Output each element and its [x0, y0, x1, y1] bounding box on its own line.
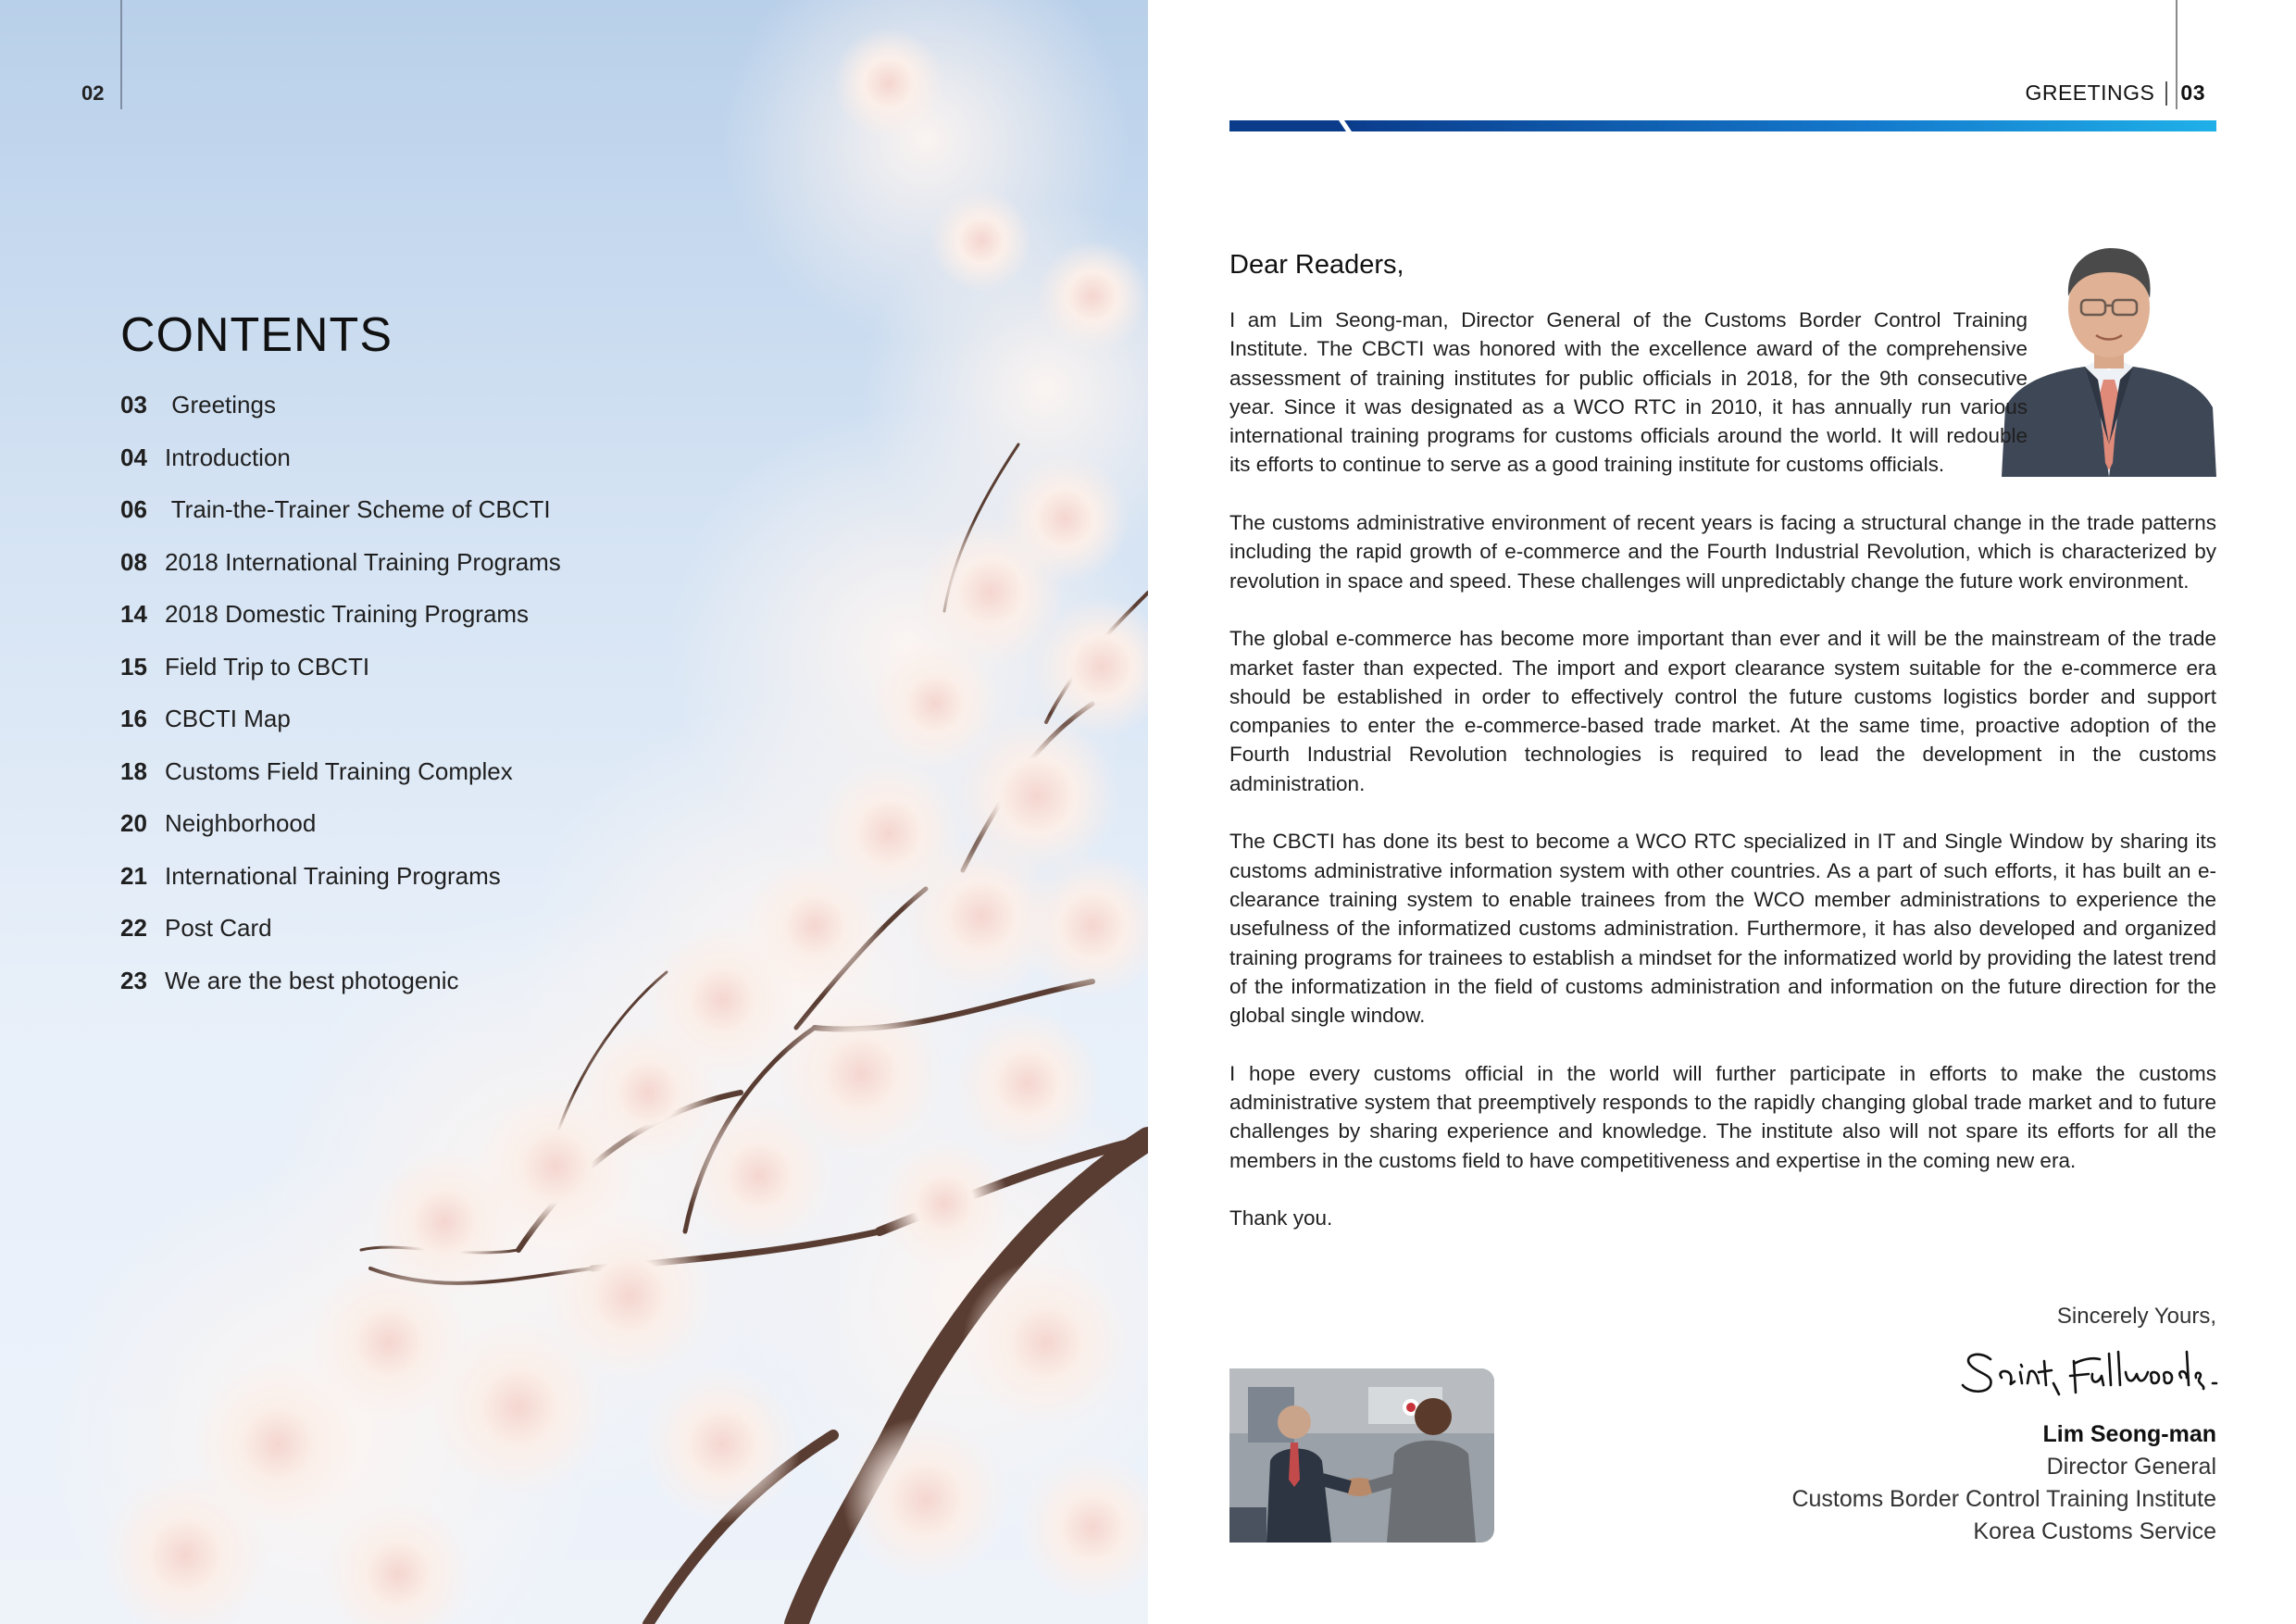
toc-page-number: 20 [120, 809, 147, 837]
handshake-photo [1229, 1368, 1494, 1543]
signature-block [1791, 1418, 2216, 1548]
toc-page-number: 21 [120, 861, 147, 890]
letter-body [1229, 306, 2216, 1262]
toc-item[interactable] [120, 705, 561, 757]
toc-page-number: 18 [120, 756, 147, 785]
running-header [2025, 81, 2205, 106]
section-title: GREETINGS [2025, 81, 2155, 105]
letter-paragraph: I hope every customs official in the world will further participate in efforts to make the customs administrative system that preemptively responds to the rapidly changing global trade market and to future challenges by sharing experience and knowledge. The institute also will not spare its efforts for all the members in the customs field to have competitiveness and expertise in the coming new era. [1229, 1061, 2216, 1172]
toc-item[interactable] [120, 600, 561, 653]
signatory-agency: Korea Customs Service [1973, 1518, 2216, 1544]
toc-item[interactable] [120, 391, 561, 443]
letter-paragraph: The global e-commerce has become more important than ever and it will be the mainstream of the trade market faster than expected. The import and export clearance system suitable for the e-commerce era should be established in order to effectively control the future customs logistics border and support companies to enter the e-commerce-based trade market. At the same time, proactive adoption of the Fourth Industrial Revolution technologies is required to lead the development in the customs administration. [1229, 627, 2216, 795]
table-of-contents [120, 391, 561, 1018]
toc-label: CBCTI Map [165, 705, 291, 732]
toc-label: Post Card [165, 914, 272, 942]
toc-page-number: 22 [120, 914, 147, 942]
toc-label: Customs Field Training Complex [165, 756, 513, 785]
toc-label: Train-the-Trainer Scheme of CBCTI [165, 495, 551, 523]
toc-item[interactable] [120, 495, 561, 548]
toc-page-number: 23 [120, 966, 147, 994]
letter-paragraph: Thank you. [1229, 1206, 1333, 1230]
toc-page-number: 15 [120, 652, 147, 681]
toc-page-number: 04 [120, 443, 147, 471]
toc-label: Greetings [165, 391, 276, 418]
toc-item[interactable] [120, 757, 561, 810]
closing: Sincerely Yours, [2056, 1304, 2216, 1329]
right-page [1148, 0, 2296, 1624]
toc-item[interactable] [120, 967, 561, 1019]
toc-page-number: 03 [120, 391, 147, 418]
signatory-title: Director General [2046, 1454, 2216, 1480]
toc-page-number: 08 [120, 547, 147, 576]
contents-title: CONTENTS [120, 308, 393, 362]
letter-paragraph: The CBCTI has done its best to become a WCO RTC specialized in IT and Single Window by sharing its customs administrative information system with other countries. As a part of such efforts, it has built an e-clearance training system to enable trainees from the WCO member administrations to experience the usefulness of the informatized customs administration. Furthermore, it has also developed and organized training programs for trainees to establish a mindset for the informatized world by providing the latest trend of the informatization in the field of customs administration and information on the future direction for the global single window. [1229, 830, 2216, 1028]
toc-label: 2018 International Training Programs [165, 547, 561, 576]
handwritten-signature [1953, 1333, 2231, 1407]
toc-page-number: 14 [120, 600, 147, 628]
salutation: Dear Readers, [1229, 250, 1404, 280]
toc-label: Neighborhood [165, 809, 317, 837]
header-separator [2165, 81, 2167, 106]
toc-page-number: 16 [120, 705, 147, 732]
letter-paragraph: The customs administrative environment of recent years is facing a structural change in the trade patterns including the rapid growth of e-commerce and the Fourth Industrial Revolution, which is characterized by revolution in space and speed. These challenges will unpredictably change the future work environment. [1229, 511, 2216, 593]
letter-paragraph: I am Lim Seong-man, Director General of the Customs Border Control Training Institute. The CBCTI was honored with the excellence award of the comprehensive assessment of training institutes for public officials in 2018, for the 9th consecutive year. Since it was designated as a WCO RTC in 2010, it has annually run various international training programs for customs officials around the world. It will redouble its efforts to continue to serve as a good training institute for customs officials. [1229, 308, 2028, 477]
toc-item[interactable] [120, 809, 561, 862]
toc-label: 2018 Domestic Training Programs [165, 600, 530, 628]
toc-item[interactable] [120, 443, 561, 496]
toc-label: Introduction [165, 443, 291, 471]
divider-line [120, 0, 122, 109]
signatory-organization: Customs Border Control Training Institute [1791, 1486, 2216, 1512]
toc-item[interactable] [120, 914, 561, 967]
toc-item[interactable] [120, 548, 561, 601]
toc-page-number: 06 [120, 495, 147, 523]
toc-label: We are the best photogenic [165, 966, 459, 994]
toc-label: International Training Programs [165, 861, 501, 890]
header-accent-bar [1229, 120, 2216, 131]
page-number: 03 [2180, 81, 2205, 105]
toc-item[interactable] [120, 653, 561, 706]
toc-label: Field Trip to CBCTI [165, 652, 370, 681]
toc-item[interactable] [120, 862, 561, 915]
signatory-name: Lim Seong-man [2042, 1421, 2216, 1447]
page-number: 02 [81, 81, 105, 105]
